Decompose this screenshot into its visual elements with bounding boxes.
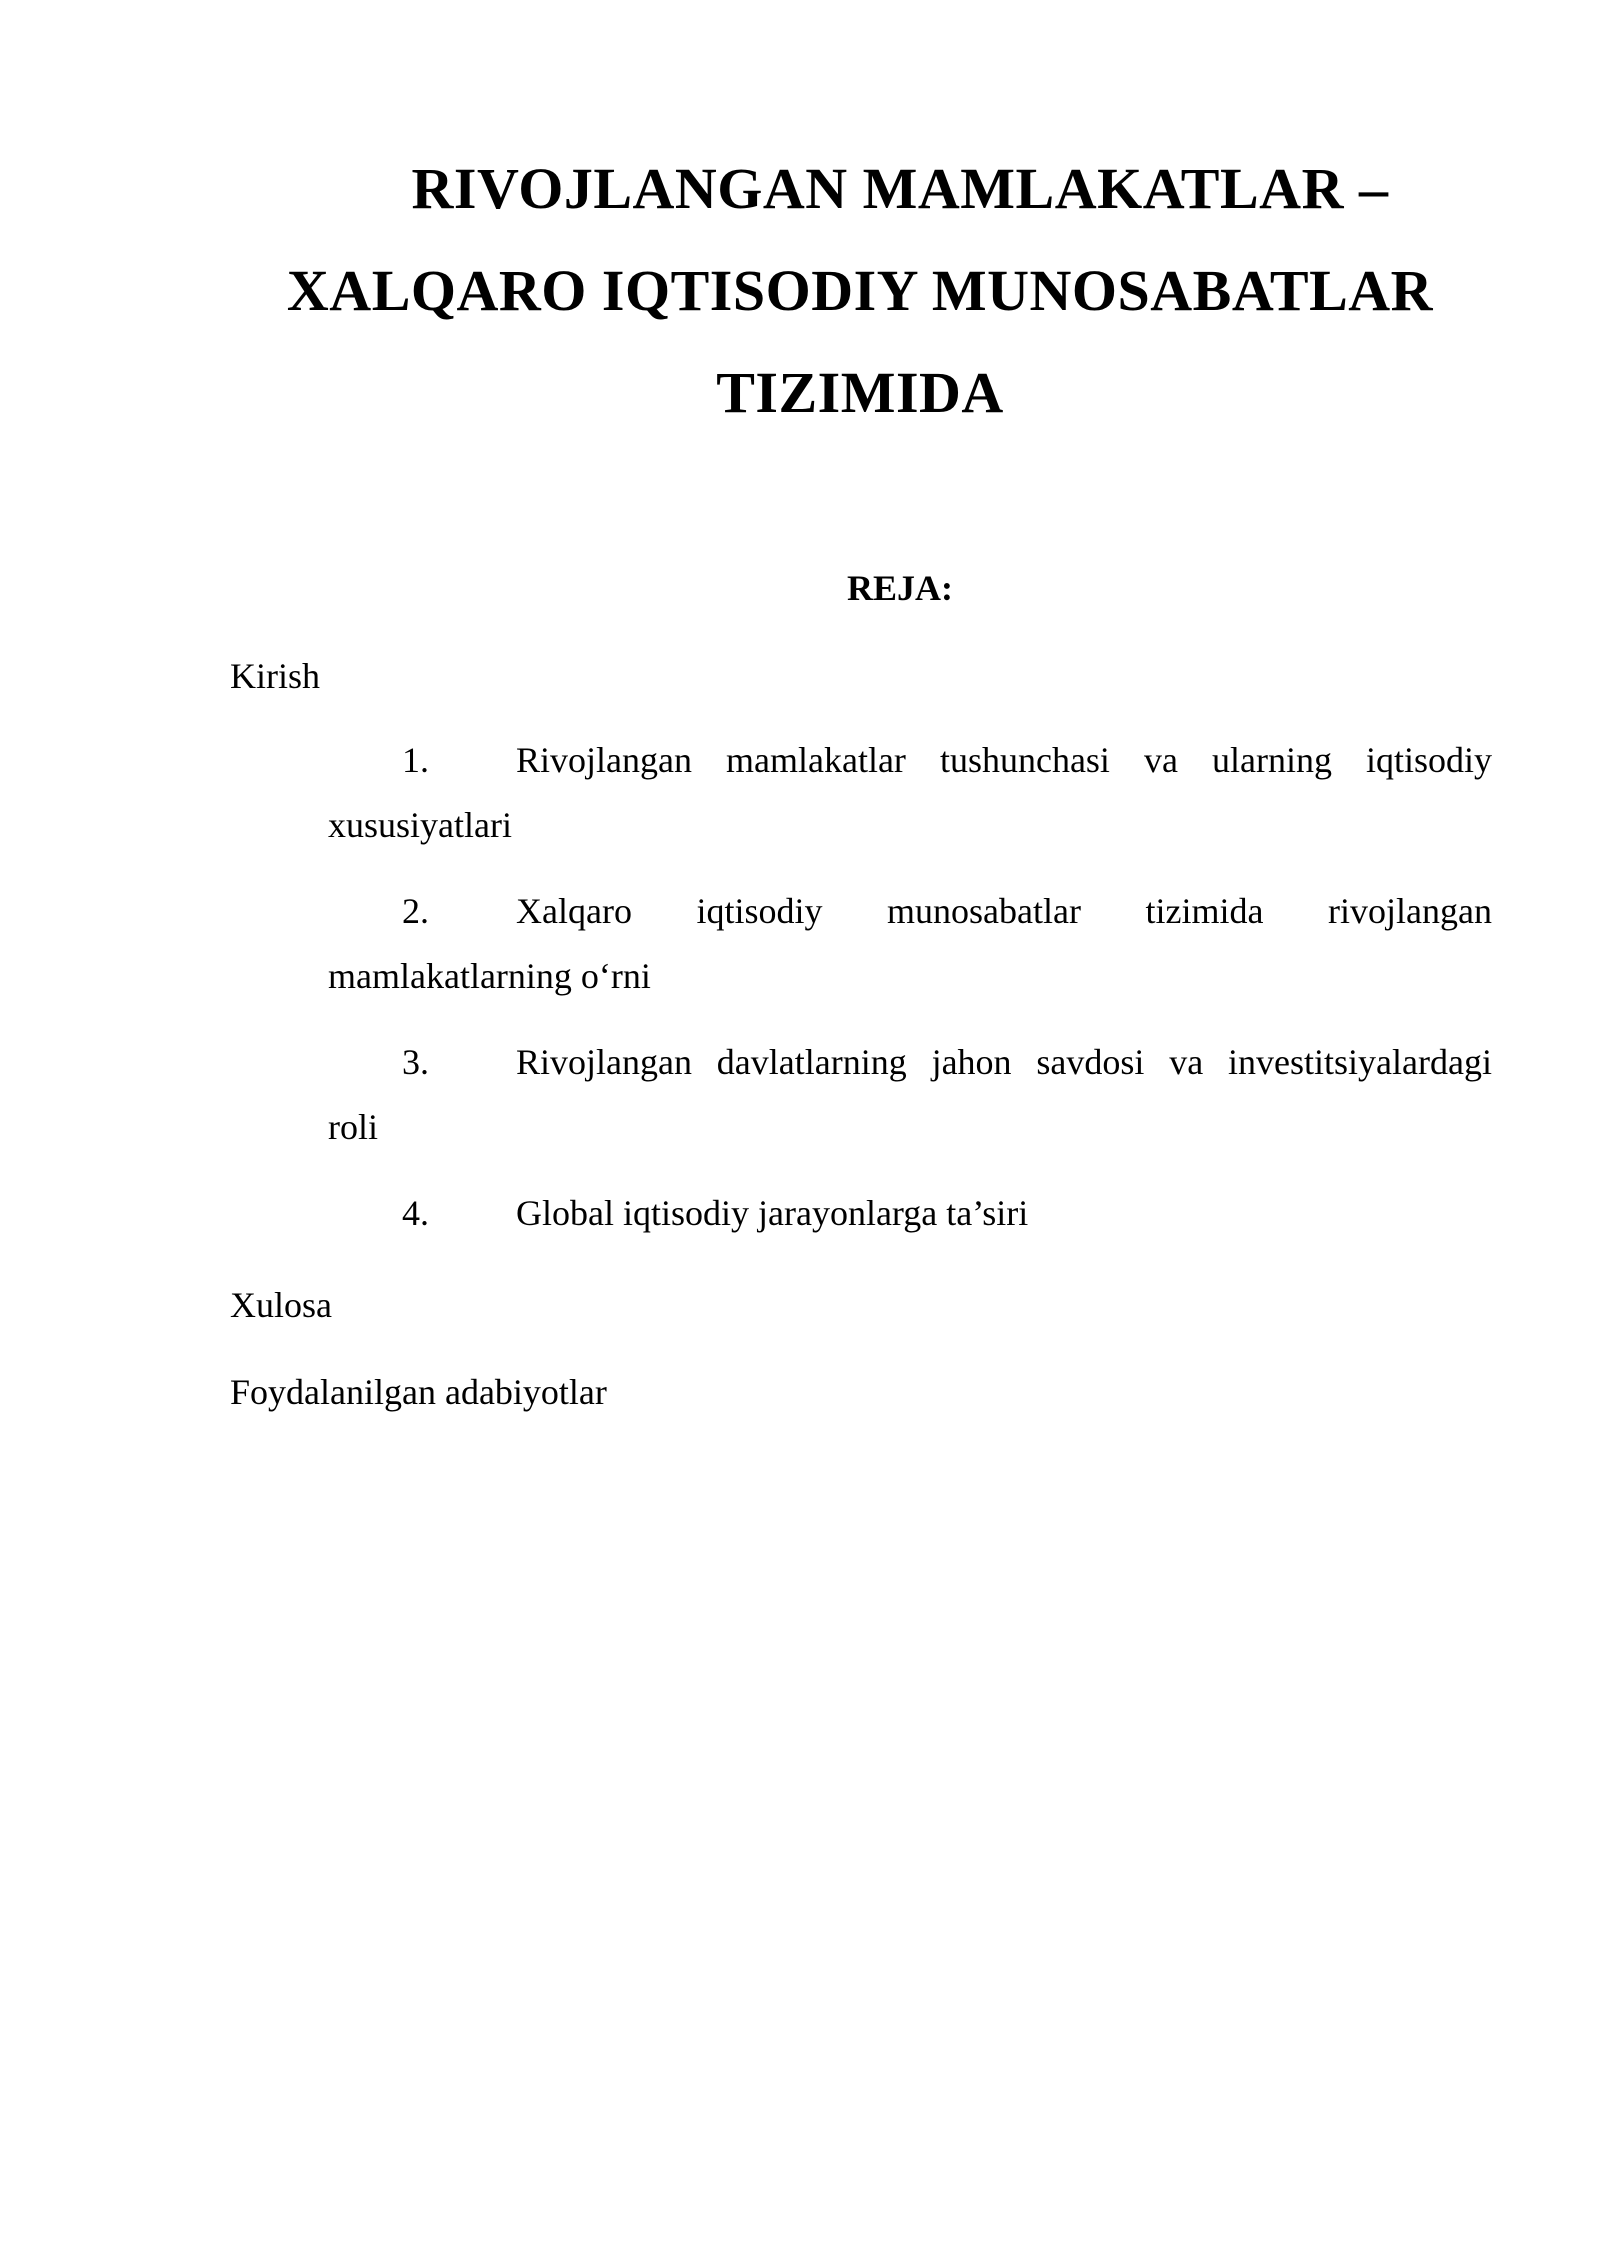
plan-item-2	[328, 879, 1492, 1009]
plan-item-number: 1.	[402, 740, 429, 780]
plan-item-text: Rivojlangan mamlakatlar tushunchasi va ularning iqtisodiy	[516, 740, 1492, 780]
plan-item-text: Rivojlangan davlatlarning jahon savdosi va investitsiyalardagi	[516, 1042, 1492, 1082]
plan-item-number: 4.	[402, 1193, 429, 1233]
plan-item-text: Xalqaro iqtisodiy munosabatlar tizimida rivojlangan	[516, 891, 1492, 931]
plan-references: Foydalanilgan adabiyotlar	[230, 1372, 607, 1412]
plan-item-number: 2.	[402, 891, 429, 931]
plan-conclusion: Xulosa	[230, 1285, 332, 1325]
plan-intro: Kirish	[230, 656, 320, 696]
plan-item-1	[328, 728, 1492, 858]
plan-item-continuation: mamlakatlarning o‘rni	[328, 956, 651, 996]
plan-item-number: 3.	[402, 1042, 429, 1082]
document-title-line-1: RIVOJLANGAN MAMLAKATLAR –	[411, 156, 1389, 221]
document-title-line-2: XALQARO IQTISODIY MUNOSABATLAR	[286, 258, 1434, 323]
plan-item-3	[328, 1030, 1492, 1160]
document-title-line-3: TIZIMIDA	[716, 360, 1004, 425]
plan-item-continuation: roli	[328, 1107, 378, 1147]
plan-item-text: Global iqtisodiy jarayonlarga ta’siri	[516, 1193, 1029, 1233]
plan-item-continuation: xususiyatlari	[328, 805, 512, 845]
plan-item-4	[328, 1181, 1492, 1246]
plan-heading: REJA:	[847, 568, 953, 608]
